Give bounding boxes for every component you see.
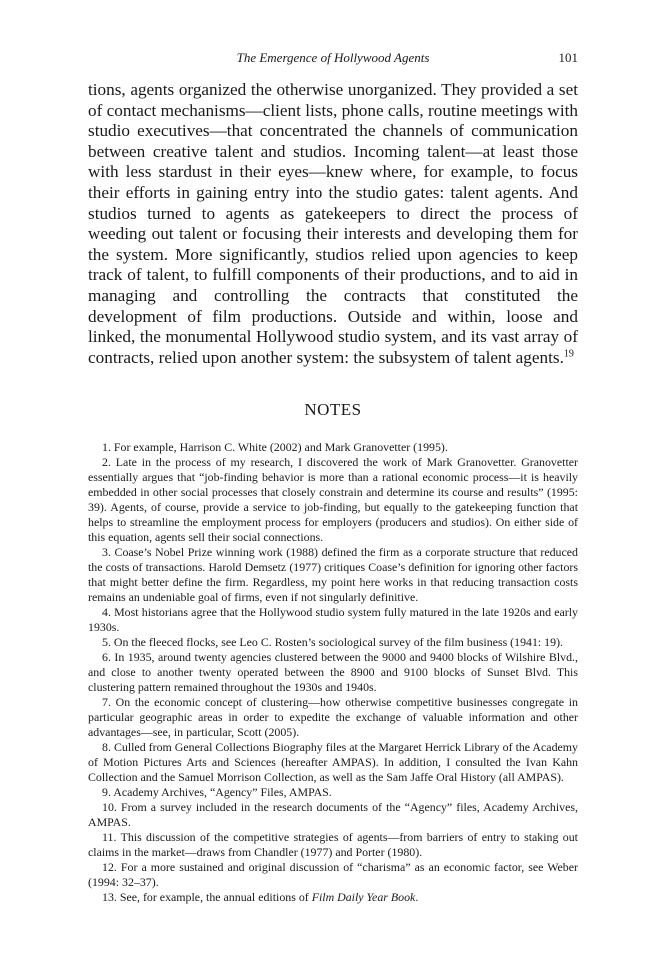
- note-number: 1.: [102, 440, 111, 455]
- note-text: See, for example, the annual editions of: [119, 890, 309, 905]
- note-number: 2.: [102, 455, 111, 470]
- body-text: [88, 80, 578, 368]
- body-paragraph: [88, 80, 578, 368]
- running-head: [88, 50, 578, 70]
- note-text: In 1935, around twenty agencies clustered between the 9000 and 9400 blocks of Wilshire Blvd., and close to another twenty operated between the 8900 and 9100 blocks of Sunset Blvd. This clustering pattern remained throughout the 1930s and 1940s.: [88, 650, 578, 695]
- note-item: [88, 650, 578, 695]
- note-item: [88, 605, 578, 635]
- note-number: 10.: [102, 800, 117, 815]
- body-paragraph-text: tions, agents organized the otherwise unorganized. They provided a set of contact mechanisms—client lists, phone calls, routine meetings with studio executives—that concentrated the channels of communication between creative talent and studios. Incoming talent—at least those with less stardust in their eyes—knew where, for example, to focus their efforts in gaining entry into the studio gates: talent agents. And studios turned to agents as gatekeepers to direct the process of weeding out talent or focusing their interests and developing them for the system. More significantly, studios relied upon agencies to keep track of talent, to fulfill components of their productions, and to aid in managing and controlling the contracts that constituted the development of film productions. Outside and within, loose and linked, the monumental Hollywood studio system, and its vast array of contracts, relied upon another system: the subsystem of talent agents.: [88, 80, 578, 367]
- book-page: [88, 50, 578, 905]
- running-title: The Emergence of Hollywood Agents: [236, 50, 430, 65]
- note-item: [88, 635, 578, 650]
- note-book-title: Film Daily Year Book: [311, 890, 416, 905]
- note-text: On the fleeced flocks, see Leo C. Rosten’s sociological survey of the film business (1941: 19).: [113, 635, 564, 650]
- note-text: On the economic concept of clustering—how otherwise competitive businesses congregate in particular geographic areas in order to expedite the exchange of valuable information and other advantages—see, in particular, Scott (2005).: [88, 695, 578, 740]
- note-text: Coase’s Nobel Prize winning work (1988) defined the firm as a corporate structure that reduced the costs of transactions. Harold Demsetz (1977) critiques Coase’s definition for ignoring other factors that might better define the firm. Regardless, my point here works in that reducing transaction costs remains an undeniable goal of firms, even if not singularly definitive.: [88, 545, 578, 605]
- note-number: 9.: [102, 785, 111, 800]
- note-text: Late in the process of my research, I discovered the work of Mark Granovetter. Granovetter essentially argues that “job-finding behavior is more than a rational economic process—it is heavily embedded in other social processes that closely constrain and determine its course and results” (1995: 39). Agents, of course, provide a service to job-finding, but equally to the gatekeeping function that helps to streamline the employment process for employers (producers and studios). On either side of this equation, agents sell their social connections.: [88, 455, 578, 545]
- note-number: 12.: [102, 860, 117, 875]
- note-number: 11.: [102, 830, 117, 845]
- notes-heading: NOTES: [304, 400, 362, 420]
- note-text: For example, Harrison C. White (2002) and Mark Granovetter (1995).: [113, 440, 448, 455]
- note-item: [88, 440, 578, 455]
- note-item: [88, 860, 578, 890]
- note-text: This discussion of the competitive strategies of agents—from barriers of entry to staking out claims in the market—draws from Chandler (1977) and Porter (1980).: [88, 830, 578, 860]
- note-number: 13.: [102, 890, 117, 905]
- note-text: From a survey included in the research documents of the “Agency” files, Academy Archives, AMPAS.: [88, 800, 578, 830]
- notes-list: [88, 440, 578, 905]
- note-item: [88, 545, 578, 605]
- footnote-ref: 19: [563, 347, 574, 359]
- note-number: 4.: [102, 605, 111, 620]
- note-item: [88, 830, 578, 860]
- note-item: [88, 785, 578, 800]
- note-number: 7.: [102, 695, 111, 710]
- note-text: Culled from General Collections Biography files at the Margaret Herrick Library of the Academy of Motion Pictures Arts and Sciences (hereafter AMPAS). In addition, I consulted the Ivan Kahn Collection and the Samuel Morrison Collection, as well as the Sam Jaffe Oral History (all AMPAS).: [88, 740, 578, 785]
- page-number: 101: [558, 50, 578, 65]
- note-text: Academy Archives, “Agency” Files, AMPAS.: [113, 785, 332, 800]
- note-item: [88, 740, 578, 785]
- note-number: 8.: [102, 740, 111, 755]
- note-number: 5.: [102, 635, 111, 650]
- note-text-end: .: [415, 890, 419, 905]
- note-item: [88, 890, 578, 905]
- note-item: [88, 455, 578, 545]
- note-number: 6.: [102, 650, 111, 665]
- note-number: 3.: [102, 545, 111, 560]
- note-text: For a more sustained and original discussion of “charisma” as an economic factor, see Weber (1994: 32–37).: [88, 860, 578, 890]
- note-item: [88, 695, 578, 740]
- note-text: Most historians agree that the Hollywood studio system fully matured in the late 1920s and early 1930s.: [88, 605, 578, 635]
- note-item: [88, 800, 578, 830]
